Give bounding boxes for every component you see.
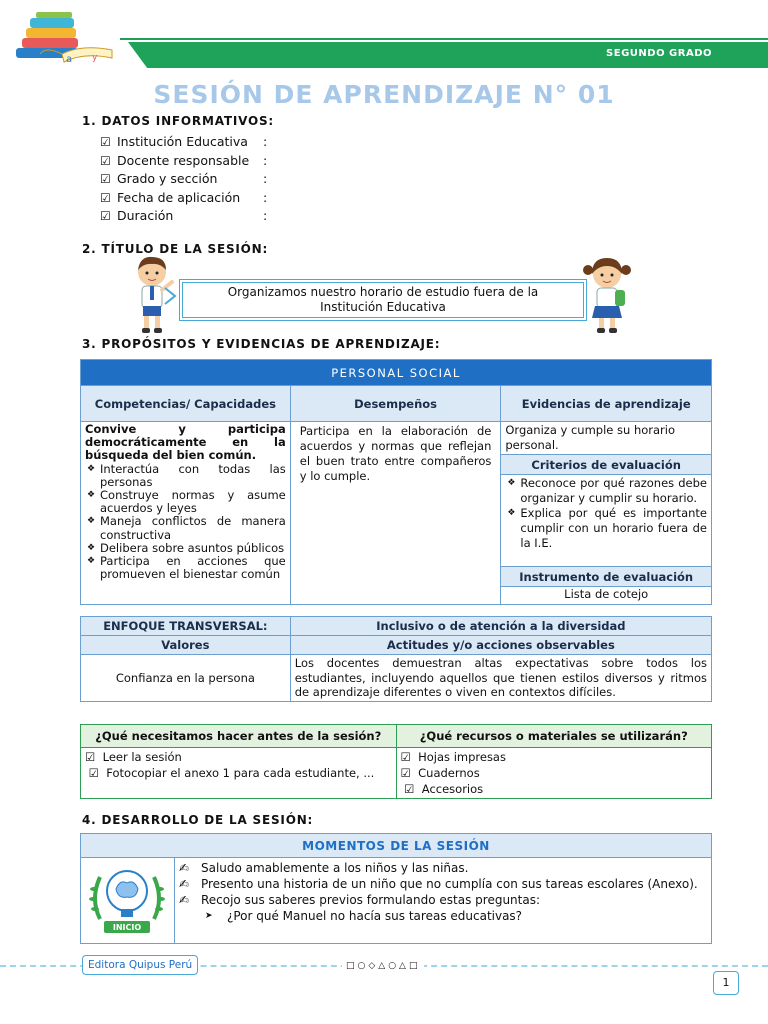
- list-item: ❖ Reconoce por qué razones debe organizar y cumplir su horario.: [505, 476, 707, 506]
- valor-cell: Confianza en la persona: [81, 655, 291, 702]
- list-item: ✍ Recojo sus saberes previos formulando estas preguntas:: [178, 893, 541, 907]
- purposes-table: [80, 359, 712, 605]
- checkbox-icon: ☑: [400, 766, 419, 780]
- before-list: [81, 748, 397, 799]
- session-title-line2: Institución Educativa: [320, 300, 446, 314]
- info-label: Docente responsable: [117, 152, 250, 168]
- info-item: [100, 207, 267, 226]
- page-header: [0, 0, 768, 72]
- info-colon: :: [263, 134, 268, 149]
- moments-table: [80, 833, 712, 944]
- list-item: ❖ Maneja conflictos de manera constructiva: [85, 515, 286, 541]
- info-list: [100, 133, 267, 226]
- publisher-label: Editora Quipus Perú: [82, 955, 198, 975]
- question-before-session: ¿Qué necesitamos hacer antes de la sesión?: [81, 725, 397, 748]
- section-1-heading: 1. DATOS INFORMATIVOS:: [82, 114, 275, 128]
- pointer-arrow-icon: [163, 284, 177, 308]
- list-item: ➤ ¿Por qué Manuel no hacía sus tareas educativas?: [204, 909, 523, 923]
- info-label: Duración: [117, 208, 174, 224]
- pen-icon: ✍: [178, 877, 190, 891]
- list-item: ❖ Construye normas y asume acuerdos y leyes: [85, 489, 286, 515]
- page-title: SESIÓN DE APRENDIZAJE N° 01: [153, 80, 615, 109]
- resources-list: [396, 748, 712, 799]
- inicio-label: INICIO: [113, 923, 142, 932]
- header-line: [120, 38, 768, 40]
- checkbox-icon: ☑: [85, 766, 107, 780]
- competencias-cell: [81, 422, 291, 605]
- list-item: ❖ Interactúa con todas las personas: [85, 463, 286, 489]
- column-header-actitudes: Actitudes y/o acciones observables: [290, 636, 711, 655]
- section-4-heading: 4. DESARROLLO DE LA SESIÓN:: [82, 813, 314, 827]
- desempeno-cell: Participa en la elaboración de acuerdos y normas que reflejan el buen trato entre compañeros y lo cumple.: [290, 422, 501, 605]
- arrow-bullet-icon: ➤: [204, 911, 213, 921]
- info-colon: :: [263, 208, 268, 224]
- info-colon: :: [263, 189, 268, 205]
- section-2-heading: 2. TÍTULO DE LA SESIÓN:: [82, 242, 269, 256]
- capacidades-list: [85, 463, 286, 582]
- enfoque-table: [80, 616, 712, 702]
- info-colon: :: [263, 152, 268, 168]
- moments-content: [174, 858, 711, 944]
- session-title-box: [182, 282, 584, 318]
- info-item: [100, 189, 267, 208]
- competencia-text: Convive y participa democráticamente en la búsqueda del bien común.: [85, 422, 286, 463]
- list-item: ☑ Accesorios: [400, 782, 484, 796]
- pen-icon: ✍: [178, 893, 190, 907]
- books-illustration: [12, 10, 122, 66]
- inicio-cell: [81, 858, 175, 944]
- info-label: Fecha de aplicación: [117, 189, 241, 205]
- list-item: ❖ Participa en acciones que promueven el bienestar común: [85, 555, 286, 581]
- info-label: Grado y sección: [117, 171, 218, 187]
- brain-lightbulb-icon: [86, 859, 168, 939]
- list-item: ❖ Explica por qué es importante cumplir con un horario fuera de la I.E.: [505, 506, 707, 551]
- list-item: ☑ Hojas impresas: [400, 750, 506, 764]
- moments-header: MOMENTOS DE LA SESIÓN: [81, 834, 712, 858]
- column-header-competencias: Competencias/ Capacidades: [81, 386, 291, 422]
- page-number: 1: [713, 971, 739, 995]
- checkbox-icon: ☑: [400, 750, 419, 764]
- enfoque-label: ENFOQUE TRANSVERSAL:: [81, 617, 291, 636]
- list-item: ☑ Leer la sesión: [85, 750, 182, 764]
- decorative-shapes: □○◇△○△□: [342, 961, 424, 971]
- criterios-header: Criterios de evaluación: [501, 455, 712, 475]
- list-item: ✍ Saludo amablemente a los niños y las niñas.: [178, 861, 469, 875]
- svg-text:y: y: [92, 53, 98, 63]
- checkbox-icon: ☑: [100, 209, 111, 224]
- checkbox-icon: ☑: [100, 190, 111, 205]
- info-item: [100, 152, 267, 171]
- svg-text:a: a: [66, 54, 73, 65]
- instrumento-header: Instrumento de evaluación: [501, 567, 712, 587]
- column-header-desempenos: Desempeños: [290, 386, 501, 422]
- pen-icon: ✍: [178, 861, 190, 875]
- question-resources: ¿Qué recursos o materiales se utilizarán?: [396, 725, 712, 748]
- criterios-cell: [501, 475, 712, 567]
- checkbox-icon: ☑: [100, 153, 111, 168]
- list-item: ✍ Presento una historia de un niño que no cumplía con sus tareas escolares (Anexo).: [178, 877, 698, 891]
- actitud-cell: Los docentes demuestran altas expectativas sobre todos los estudiantes, incluyendo aquellos que tienen estilos diversos y ritmos de aprendizaje diferentes o viven en contextos difíciles.: [290, 655, 711, 702]
- section-3-heading: 3. PROPÓSITOS Y EVIDENCIAS DE APRENDIZAJE:: [82, 337, 441, 351]
- info-item: [100, 133, 267, 152]
- enfoque-value: Inclusivo o de atención a la diversidad: [290, 617, 711, 636]
- checkbox-icon: ☑: [85, 750, 103, 764]
- instrumento-cell: Lista de cotejo: [501, 587, 712, 605]
- criterios-list: [505, 476, 707, 551]
- area-header: PERSONAL SOCIAL: [81, 360, 712, 386]
- info-label: Institución Educativa: [117, 134, 248, 149]
- checkbox-icon: ☑: [100, 135, 111, 149]
- preparation-table: [80, 724, 712, 799]
- session-title-line1: Organizamos nuestro horario de estudio fuera de la: [227, 285, 539, 299]
- info-item: [100, 170, 267, 189]
- checkbox-icon: ☑: [400, 782, 422, 796]
- column-header-valores: Valores: [81, 636, 291, 655]
- evidencia-cell: Organiza y cumple su horario personal.: [501, 422, 712, 455]
- list-item: ☑ Cuadernos: [400, 766, 480, 780]
- info-colon: :: [263, 171, 268, 187]
- column-header-evidencias: Evidencias de aprendizaje: [501, 386, 712, 422]
- list-item: ☑ Fotocopiar el anexo 1 para cada estudiante, ...: [85, 766, 375, 780]
- checkbox-icon: ☑: [100, 172, 111, 187]
- girl-illustration: [582, 254, 632, 336]
- grade-label: SEGUNDO GRADO: [606, 48, 712, 59]
- list-item: ❖ Delibera sobre asuntos públicos: [85, 542, 286, 555]
